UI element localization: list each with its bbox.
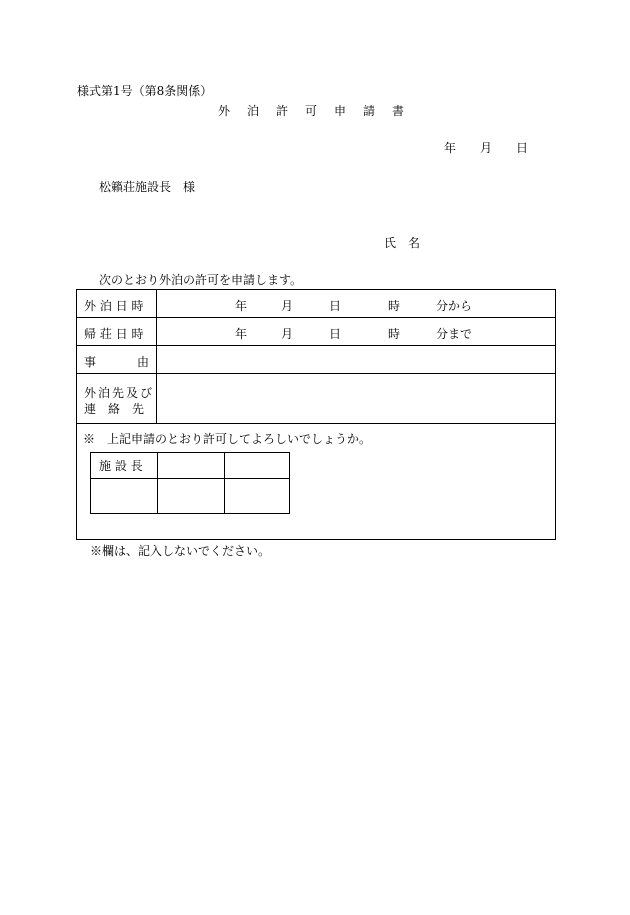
reason-value-cell[interactable] bbox=[157, 346, 555, 373]
destination-row bbox=[77, 374, 555, 424]
destination-value-cell[interactable] bbox=[157, 374, 555, 423]
facility-head-label: 施 設 長 bbox=[99, 459, 143, 473]
departure-minute: 分から bbox=[436, 299, 473, 313]
approval-cell-bottom-2[interactable] bbox=[158, 479, 224, 513]
return-value-cell[interactable] bbox=[157, 318, 555, 345]
approval-cell-bottom-3[interactable] bbox=[225, 479, 289, 513]
application-table bbox=[76, 289, 556, 540]
applicant-name-label: 氏 名 bbox=[384, 236, 421, 250]
departure-year: 年 bbox=[235, 299, 248, 313]
return-year: 年 bbox=[235, 327, 248, 341]
form-number: 様式第1号（第8条関係） bbox=[77, 84, 213, 98]
reason-label-left: 事 bbox=[84, 355, 97, 369]
return-day: 日 bbox=[329, 327, 342, 341]
return-label: 帰 荘 日 時 bbox=[84, 327, 144, 341]
intro-text: 次のとおり外泊の許可を申請します。 bbox=[99, 273, 303, 287]
return-hour: 時 bbox=[388, 327, 401, 341]
return-label-cell bbox=[77, 318, 157, 345]
destination-label-line2: 連 絡 先 bbox=[84, 402, 145, 416]
date-line bbox=[444, 141, 528, 155]
reason-label-cell bbox=[77, 346, 157, 373]
document-title: 外泊許可申請書 bbox=[218, 104, 422, 118]
date-year: 年 bbox=[444, 141, 457, 155]
reason-label-right: 由 bbox=[137, 355, 150, 369]
recipient: 松籟荘施設長 様 bbox=[99, 180, 196, 194]
destination-label-line1: 外泊先及び bbox=[84, 386, 155, 400]
departure-value-cell[interactable] bbox=[157, 290, 555, 317]
date-month: 月 bbox=[480, 141, 493, 155]
approval-cell-top-3[interactable] bbox=[225, 453, 289, 478]
departure-label-cell bbox=[77, 290, 157, 317]
approval-stamp-table bbox=[90, 452, 290, 514]
return-month: 月 bbox=[281, 327, 294, 341]
departure-hour: 時 bbox=[388, 299, 401, 313]
footnote: ※欄は、記入しないでください。 bbox=[90, 544, 271, 558]
departure-label: 外 泊 日 時 bbox=[84, 299, 144, 313]
departure-row bbox=[77, 290, 555, 318]
date-day: 日 bbox=[516, 141, 529, 155]
departure-day: 日 bbox=[329, 299, 342, 313]
approval-note: ※ 上記申請のとおり許可してよろしいでしょうか。 bbox=[83, 432, 372, 446]
destination-label-cell bbox=[77, 374, 157, 423]
departure-month: 月 bbox=[281, 299, 294, 313]
reason-row bbox=[77, 346, 555, 374]
approval-cell-top-2[interactable] bbox=[158, 453, 224, 478]
approval-cell-bottom-1[interactable] bbox=[91, 479, 157, 513]
return-minute: 分まで bbox=[436, 327, 473, 341]
return-row bbox=[77, 318, 555, 346]
